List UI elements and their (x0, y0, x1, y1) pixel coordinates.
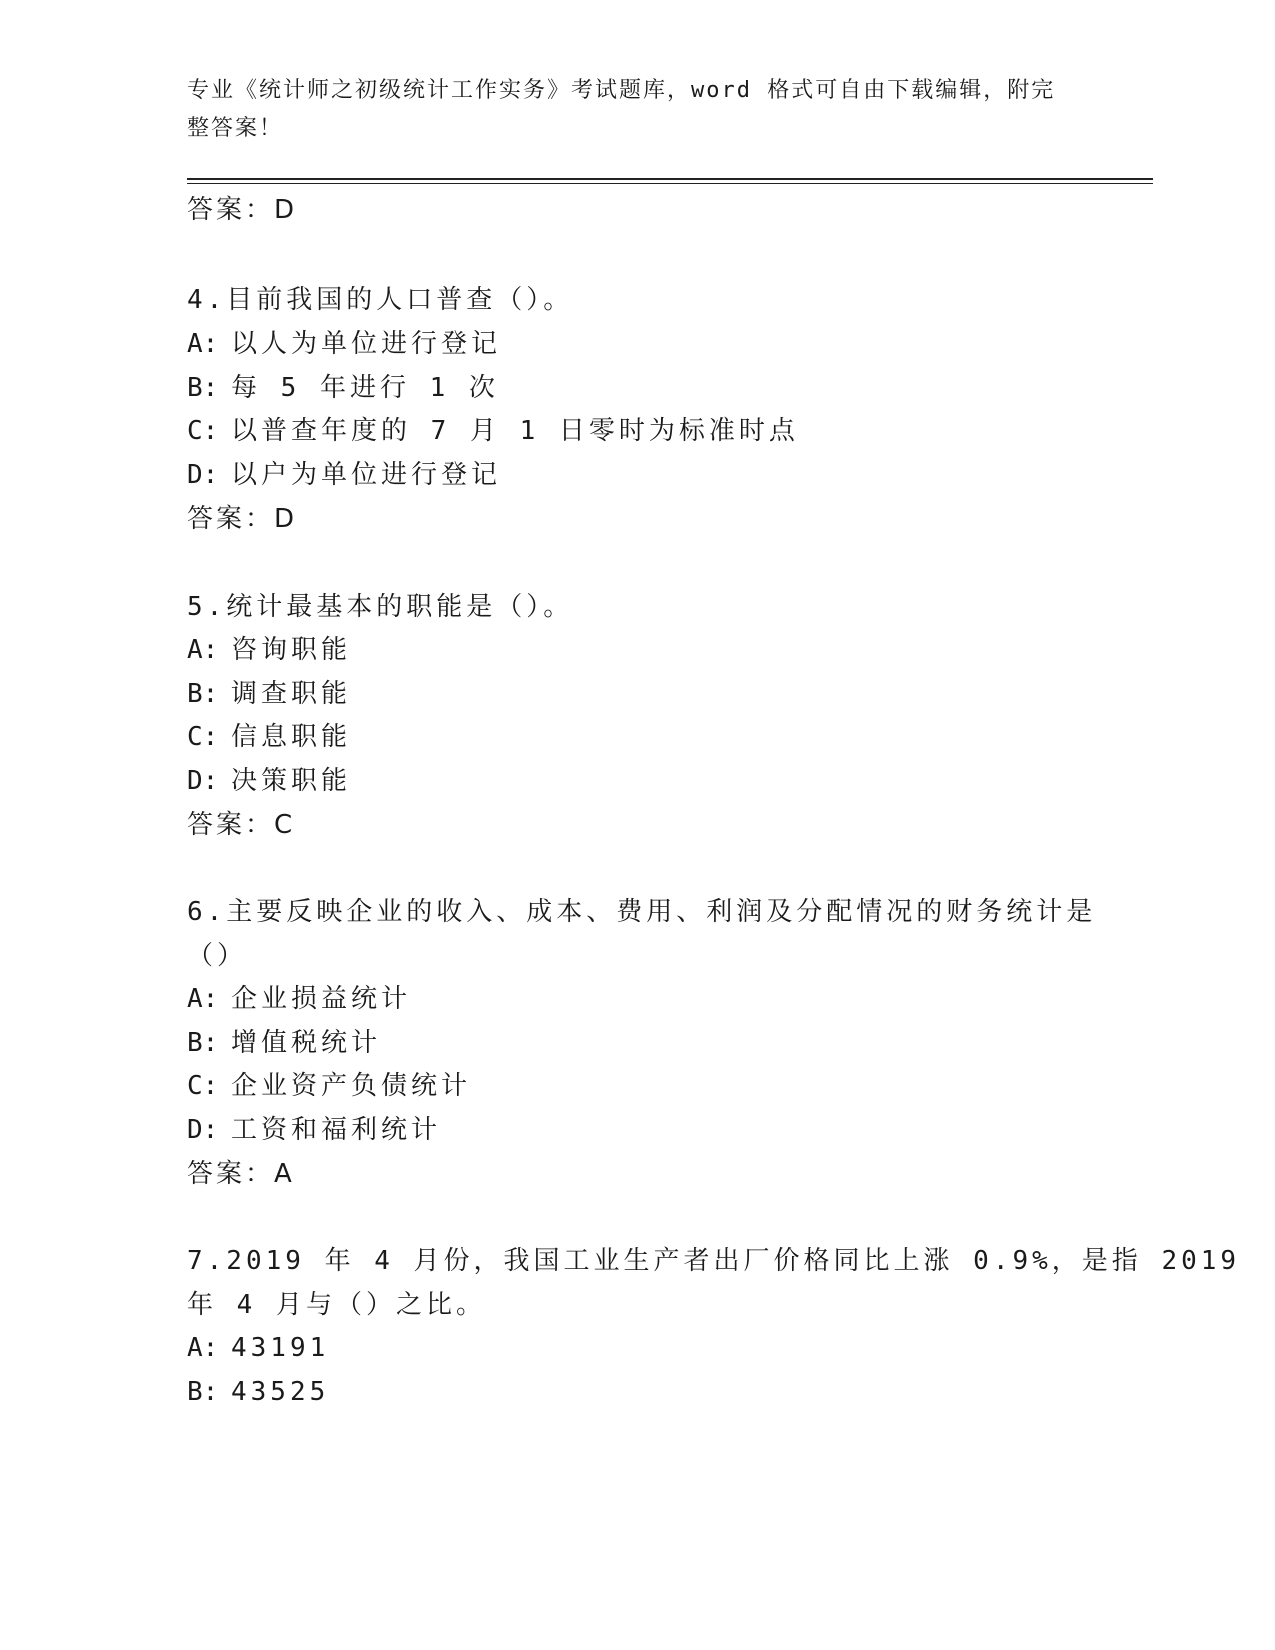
option-text: 43525 (231, 1377, 330, 1407)
answer-label: 答案：D (187, 195, 298, 225)
option-letter: D: (187, 1115, 219, 1145)
option-c (187, 720, 351, 754)
option-b (187, 1026, 381, 1060)
option-c (187, 1069, 471, 1103)
question-stem: 5.统计最基本的职能是（）。 (187, 592, 574, 622)
option-letter: C: (187, 1071, 219, 1101)
option-c (187, 414, 799, 448)
option-letter: B: (187, 373, 219, 403)
option-letter: C: (187, 416, 219, 446)
option-letter: B: (187, 679, 219, 709)
header-divider-thin (187, 183, 1153, 184)
option-text: 调查职能 (231, 679, 352, 709)
option-letter: A: (187, 329, 219, 359)
option-d (187, 764, 351, 798)
option-text: 以普查年度的 7 月 1 日零时为标准时点 (231, 416, 799, 446)
option-letter: D: (187, 766, 219, 796)
option-a (187, 1331, 329, 1365)
answer-label: 答案：A (187, 1159, 295, 1189)
option-text: 工资和福利统计 (231, 1115, 442, 1145)
option-letter: A: (187, 635, 219, 665)
answer-label: 答案：D (187, 504, 298, 534)
option-b (187, 371, 499, 405)
option-text: 每 5 年进行 1 次 (231, 373, 499, 403)
option-letter: A: (187, 1333, 219, 1363)
option-text: 企业资产负债统计 (231, 1071, 472, 1101)
header-line-1: 专业《统计师之初级统计工作实务》考试题库，word 格式可自由下载编辑，附完 (187, 78, 1056, 103)
option-b (187, 1375, 329, 1409)
option-d (187, 1113, 441, 1147)
option-text: 以人为单位进行登记 (231, 329, 502, 359)
option-letter: D: (187, 460, 219, 490)
option-a (187, 982, 411, 1016)
header-divider-thick (187, 178, 1153, 180)
option-text: 决策职能 (231, 766, 352, 796)
document-header (187, 72, 1067, 148)
option-text: 以户为单位进行登记 (231, 460, 502, 490)
question-stem: 6.主要反映企业的收入、成本、费用、利润及分配情况的财务统计是 (187, 897, 1097, 927)
option-letter: B: (187, 1028, 219, 1058)
option-text: 增值税统计 (231, 1028, 382, 1058)
header-line-2: 整答案！ (187, 116, 284, 141)
option-text: 企业损益统计 (231, 984, 412, 1014)
option-letter: B: (187, 1377, 219, 1407)
answer-label: 答案：C (187, 810, 296, 840)
option-a (187, 633, 351, 667)
option-a (187, 327, 501, 361)
question-stem-continuation: 年 4 月与（）之比。 (187, 1290, 486, 1320)
option-letter: C: (187, 722, 219, 752)
question-stem: 4.目前我国的人口普查（）。 (187, 285, 574, 315)
option-text: 咨询职能 (231, 635, 352, 665)
option-d (187, 458, 501, 492)
question-stem: 7.2019 年 4 月份，我国工业生产者出厂价格同比上涨 0.9%，是指 2019 (187, 1246, 1241, 1276)
option-text: 43191 (231, 1333, 330, 1363)
option-letter: A: (187, 984, 219, 1014)
option-b (187, 677, 351, 711)
option-text: 信息职能 (231, 722, 352, 752)
question-stem-continuation: （） (187, 941, 248, 971)
